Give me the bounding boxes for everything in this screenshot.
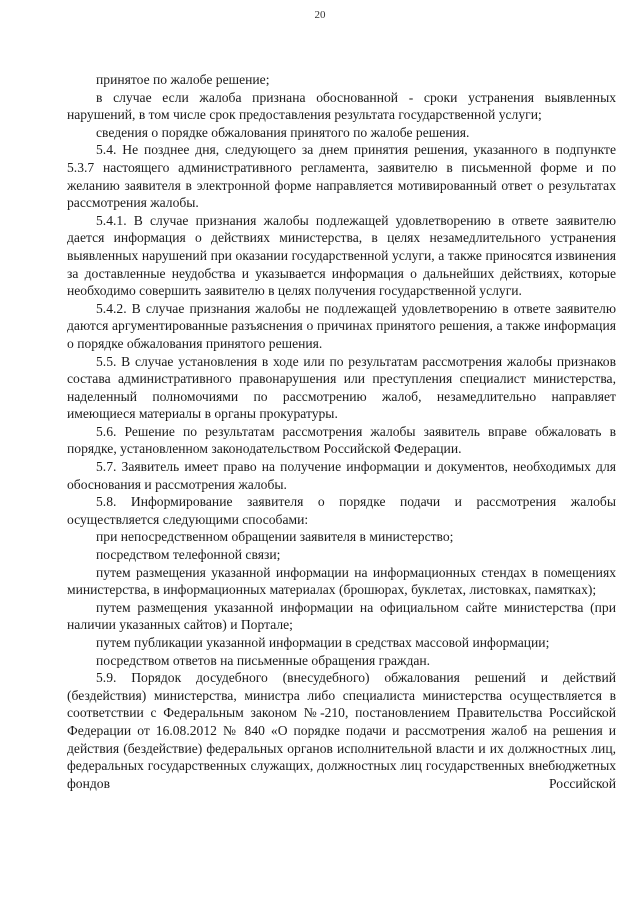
- page-number: 20: [314, 9, 326, 21]
- document-body: [67, 71, 616, 792]
- paragraph: принятое по жалобе решение;: [96, 72, 270, 87]
- paragraph: 5.6. Решение по результатам рассмотрения жалобы заявитель вправе обжаловать в порядке, установленном законодательством Российской Федерации.: [67, 423, 616, 457]
- paragraph: 5.9. Порядок досудебного (внесудебного) обжалования решений и действий (бездействия) министерства, министра либо специалиста министерства осуществляется в соответствии с Федеральным законом №-210, постановлением Правительства Российской Федерации от 16.08.2012 № 840 «О порядке подачи и рассмотрения жалоб на решения и действия (бездействие) федеральных органов исполнительной власти и их должностных лиц, федеральных государственных служащих, должностных лиц государственных внебюджетных фондов Российской: [67, 670, 616, 791]
- paragraph: путем размещения указанной информации на информационных стендах в помещениях министерства, в информационных материалах (брошюрах, буклетах, листовках, памятках);: [67, 564, 616, 598]
- paragraph: 5.8. Информирование заявителя о порядке подачи и рассмотрения жалобы осуществляется следующими способами:: [67, 494, 616, 527]
- paragraph: в случае если жалоба признана обоснованной - сроки устранения выявленных нарушений, в том числе срок предоставления результата государственной услуги;: [67, 89, 616, 123]
- paragraph: путем размещения указанной информации на официальном сайте министерства (при наличии указанных сайтов) и Портале;: [67, 599, 616, 633]
- paragraph: 5.7. Заявитель имеет право на получение информации и документов, необходимых для обоснования и рассмотрения жалобы.: [67, 459, 616, 492]
- paragraph: 5.4.1. В случае признания жалобы подлежащей удовлетворению в ответе заявителю дается информация о действиях министерства, в целях незамедлительного устранения выявленных нарушений при оказании государственной услуги, а также приносятся извинения за доставленные неудобства и указывается информация о дальнейших действиях, которые необходимо совершить заявителю в целях получения государственной услуги.: [67, 212, 616, 299]
- paragraph: 5.4. Не позднее дня, следующего за днем принятия решения, указанного в подпункте 5.3.7 настоящего административного регламента, заявителю в письменной форме и по желанию заявителя в электронной форме направляется мотивированный ответ о результатах рассмотрения жалобы.: [67, 142, 616, 211]
- paragraph: путем публикации указанной информации в средствах массовой информации;: [96, 635, 550, 650]
- paragraph: 5.4.2. В случае признания жалобы не подлежащей удовлетворению в ответе заявителю даются аргументированные разъяснения о причинах принятого решения, а также информация о порядке обжалования принятого решения.: [67, 300, 616, 351]
- paragraph: сведения о порядке обжалования принятого по жалобе решения.: [96, 124, 470, 140]
- paragraph: посредством ответов на письменные обращения граждан.: [96, 652, 431, 668]
- paragraph: при непосредственном обращении заявителя в министерство;: [96, 529, 454, 545]
- paragraph: 5.5. В случае установления в ходе или по результатам рассмотрения жалобы признаков состава административного правонарушения или преступления специалист министерства, наделенный полномочиями по рассмотрению жалоб, незамедлительно направляет имеющиеся материалы в органы прокуратуры.: [67, 353, 616, 422]
- paragraph: посредством телефонной связи;: [96, 547, 281, 563]
